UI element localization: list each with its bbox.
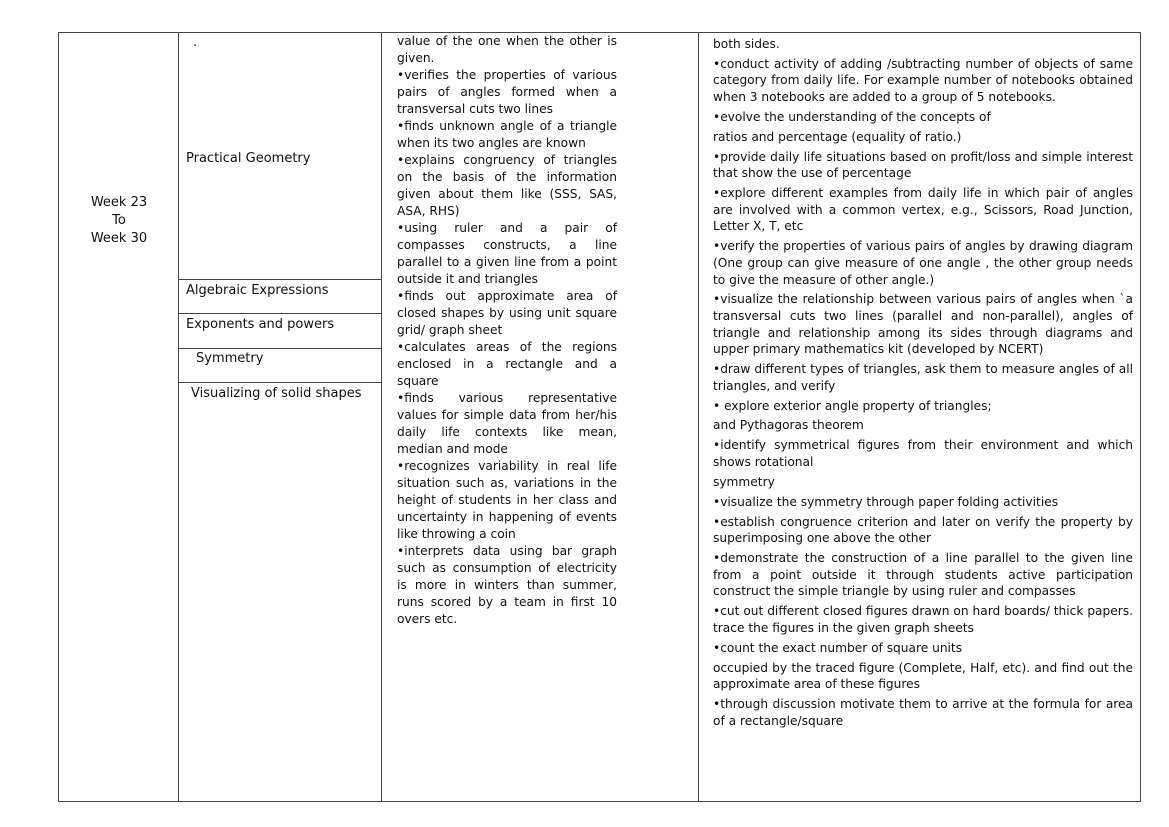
learning-outcome-item: •interprets data using bar graph such as consumption of electricity is more in winters than summer, runs scored by a team in first 10 overs etc. (397, 544, 617, 626)
pedagogy-item: •through discussion motivate them to arrive at the formula for area of a rectangle/square (713, 697, 1133, 728)
topic-divider (178, 279, 381, 280)
topic-visualizing-solid-shapes: Visualizing of solid shapes (191, 386, 362, 401)
topic-divider (178, 382, 381, 383)
learning-outcome-item: •verifies the properties of various pairs of angles formed when a transversal cuts two lines (397, 68, 617, 116)
pedagogy-item: •provide daily life situations based on profit/loss and simple interest that show the use of percentage (713, 149, 1133, 181)
pedagogy-item: •demonstrate the construction of a line parallel to the given line from a point outside it through students active participation construct the simple triangle by using ruler and compasses (713, 551, 1133, 599)
pedagogy-item: •visualize the symmetry through paper folding activities (713, 494, 1059, 509)
pedagogy-item: both sides. (713, 37, 780, 51)
week-to: To (112, 213, 126, 228)
pedagogy-item: occupied by the traced figure (Complete, Half, etc). and find out the approximate area of these figures (713, 660, 1133, 692)
column-divider-3 (698, 32, 699, 802)
topic-dot: . (193, 35, 198, 50)
pedagogy-item: symmetry (713, 474, 775, 489)
topic-algebraic-expressions: Algebraic Expressions (186, 283, 329, 298)
week-cell (60, 194, 178, 248)
topic-symmetry: Symmetry (196, 351, 264, 366)
pedagogy-item: •identify symmetrical figures from their environment and which shows rotational (713, 438, 1133, 469)
topic-divider (178, 313, 381, 314)
pedagogy-item: •establish congruence criterion and later on verify the property by superimposing one above the other (713, 514, 1133, 546)
learning-outcome-item: •finds out approximate area of closed shapes by using unit square grid/ graph sheet (397, 289, 617, 337)
learning-outcome-item: value of the one when the other is given. (397, 34, 617, 65)
pedagogy-item: •explore different examples from daily life in which pair of angles are involved with a common vertex, e.g., Scissors, Road Junction, Letter X, T, etc (713, 186, 1133, 234)
column-divider-2 (381, 32, 382, 802)
pedagogy-item: and Pythagoras theorem (713, 418, 864, 433)
table-bottom-border (58, 801, 1141, 802)
pedagogy-item: •evolve the understanding of the concepts of (713, 109, 991, 124)
topic-divider (178, 348, 381, 349)
pedagogy-item: •conduct activity of adding /subtracting number of objects of same category from daily life. For example number of notebooks obtained when 3 notebooks are added to a group of 5 notebooks. (713, 56, 1133, 105)
table-left-border (58, 32, 59, 802)
column-divider-1 (178, 32, 179, 802)
pedagogy-item: •draw different types of triangles, ask them to measure angles of all triangles, and verify (713, 362, 1133, 393)
learning-outcome-item: •recognizes variability in real life situation such as, variations in the height of students in her class and uncertainty in happening of events like throwing a coin (397, 459, 617, 541)
topic-practical-geometry: Practical Geometry (186, 151, 311, 166)
learning-outcome-item: •finds unknown angle of a triangle when its two angles are known (397, 119, 617, 150)
pedagogy-item: ratios and percentage (equality of ratio.) (713, 129, 962, 144)
learning-outcome-item: •explains congruency of triangles on the basis of the information given about them like (SSS, SAS, ASA, RHS) (397, 153, 617, 218)
learning-outcome-item: •finds various representative values for simple data from her/his daily life contexts like mean, median and mode (397, 391, 617, 456)
pedagogy-item: •count the exact number of square units (713, 640, 963, 655)
week-start: Week 23 (90, 195, 148, 210)
table-right-border (1140, 32, 1141, 802)
pedagogy-item: •verify the properties of various pairs of angles by drawing diagram (One group can give measure of one angle , the other group needs to give the measure of other angle.) (713, 239, 1133, 287)
learning-outcomes-cell (397, 33, 617, 628)
learning-outcome-item: •using ruler and a pair of compasses constructs, a line parallel to a given line from a point outside it and triangles (397, 221, 617, 286)
week-end: Week 30 (90, 231, 148, 246)
pedagogy-item: • explore exterior angle property of triangles; (713, 398, 992, 413)
pedagogy-cell (713, 36, 1133, 733)
learning-outcome-item: •calculates areas of the regions enclosed in a rectangle and a square (397, 340, 617, 388)
topic-exponents-and-powers: Exponents and powers (186, 317, 335, 332)
pedagogy-item: •cut out different closed figures drawn on hard boards/ thick papers. trace the figures in the given graph sheets (713, 604, 1133, 635)
pedagogy-item: •visualize the relationship between various pairs of angles when `a transversal cuts two lines (parallel and non-parallel), angles of triangle and relationship among its sides through diagrams and upper primary mathematics kit (developed by NCERT) (713, 292, 1133, 357)
